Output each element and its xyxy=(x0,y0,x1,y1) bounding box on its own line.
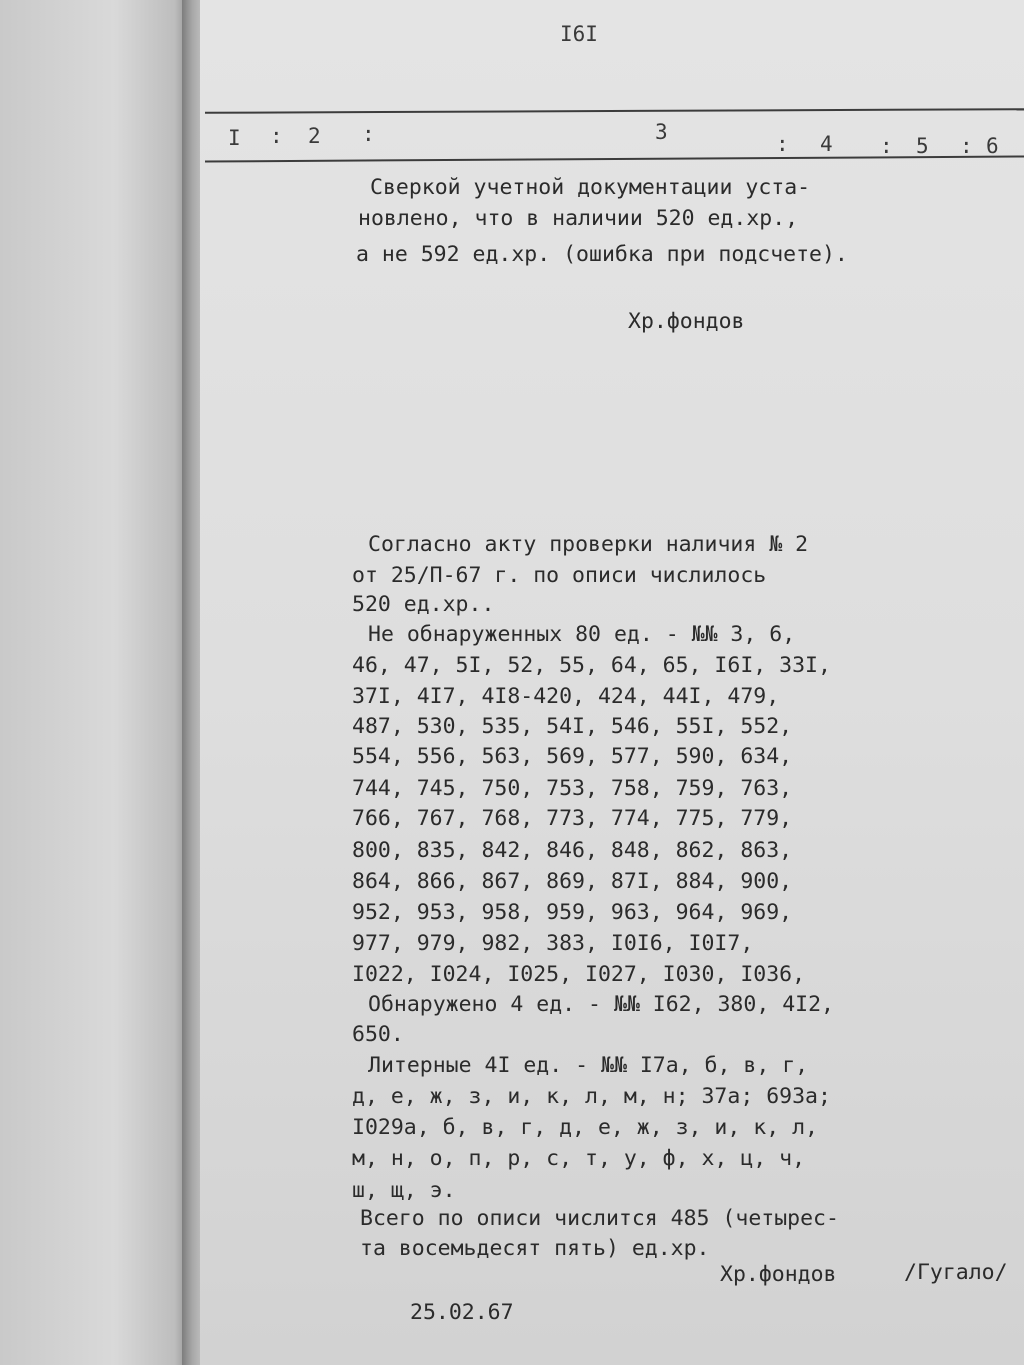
column-number-2: 2 xyxy=(308,124,321,148)
act-line: Согласно акту проверки наличия № 2 xyxy=(368,532,809,557)
column-number-1: I xyxy=(228,126,241,150)
note-line: Сверкой учетной документации уста- xyxy=(370,175,811,200)
note-line: а не 592 ед.хр. (ошибка при подсчете). xyxy=(356,242,848,267)
act-line: 977, 979, 982, 383, I0I6, I0I7, xyxy=(352,931,754,956)
act-line: 744, 745, 750, 753, 758, 759, 763, xyxy=(352,776,793,801)
act-date: 25.02.67 xyxy=(410,1300,514,1325)
act-line: Не обнаруженных 80 ед. - №№ 3, 6, xyxy=(368,622,796,647)
note-signature: Хр.фондов xyxy=(628,309,745,334)
act-signature-name: /Гугало/ xyxy=(904,1260,1008,1285)
act-signature-role: Хр.фондов xyxy=(720,1262,837,1287)
column-separator: : xyxy=(776,132,789,156)
act-line: 487, 530, 535, 54I, 546, 55I, 552, xyxy=(352,714,793,739)
left-page xyxy=(0,0,190,1365)
act-line: м, н, о, п, р, с, т, у, ф, х, ц, ч, xyxy=(352,1146,806,1171)
act-line: 864, 866, 867, 869, 87I, 884, 900, xyxy=(352,869,793,894)
page-number: I6I xyxy=(560,22,598,46)
act-line: Обнаружено 4 ед. - №№ I62, 380, 4I2, xyxy=(368,992,834,1017)
act-line: д, е, ж, з, и, к, л, м, н; 37а; 693а; xyxy=(352,1084,831,1109)
column-number-6: 6 xyxy=(986,134,999,158)
act-line: 520 ед.хр.. xyxy=(352,592,495,617)
column-number-5: 5 xyxy=(916,134,929,158)
act-line: I029а, б, в, г, д, е, ж, з, и, к, л, xyxy=(352,1115,818,1140)
act-line: 766, 767, 768, 773, 774, 775, 779, xyxy=(352,806,793,831)
act-line: Всего по описи числится 485 (четырес- xyxy=(360,1206,839,1231)
act-line: та восемьдесят пять) ед.хр. xyxy=(360,1236,710,1261)
act-line: Литерные 4I ед. - №№ I7а, б, в, г, xyxy=(368,1053,809,1078)
act-line: I022, I024, I025, I027, I030, I036, xyxy=(352,962,806,987)
act-line: 554, 556, 563, 569, 577, 590, 634, xyxy=(352,744,793,769)
act-line: 37I, 4I7, 4I8-420, 424, 44I, 479, xyxy=(352,684,780,709)
column-separator: : xyxy=(362,122,375,146)
act-line: 650. xyxy=(352,1022,404,1047)
column-number-3: 3 xyxy=(655,120,668,144)
column-separator: : xyxy=(960,134,973,158)
act-line: от 25/П-67 г. по описи числилось xyxy=(352,563,767,588)
act-line: 46, 47, 5I, 52, 55, 64, 65, I6I, 33I, xyxy=(352,653,831,678)
act-line: 952, 953, 958, 959, 963, 964, 969, xyxy=(352,900,793,925)
note-line: новлено, что в наличии 520 ед.хр., xyxy=(358,206,799,231)
act-line: 800, 835, 842, 846, 848, 862, 863, xyxy=(352,838,793,863)
column-separator: : xyxy=(270,124,283,148)
column-number-4: 4 xyxy=(820,132,833,156)
act-line: ш, щ, э. xyxy=(352,1178,456,1203)
column-separator: : xyxy=(880,134,893,158)
